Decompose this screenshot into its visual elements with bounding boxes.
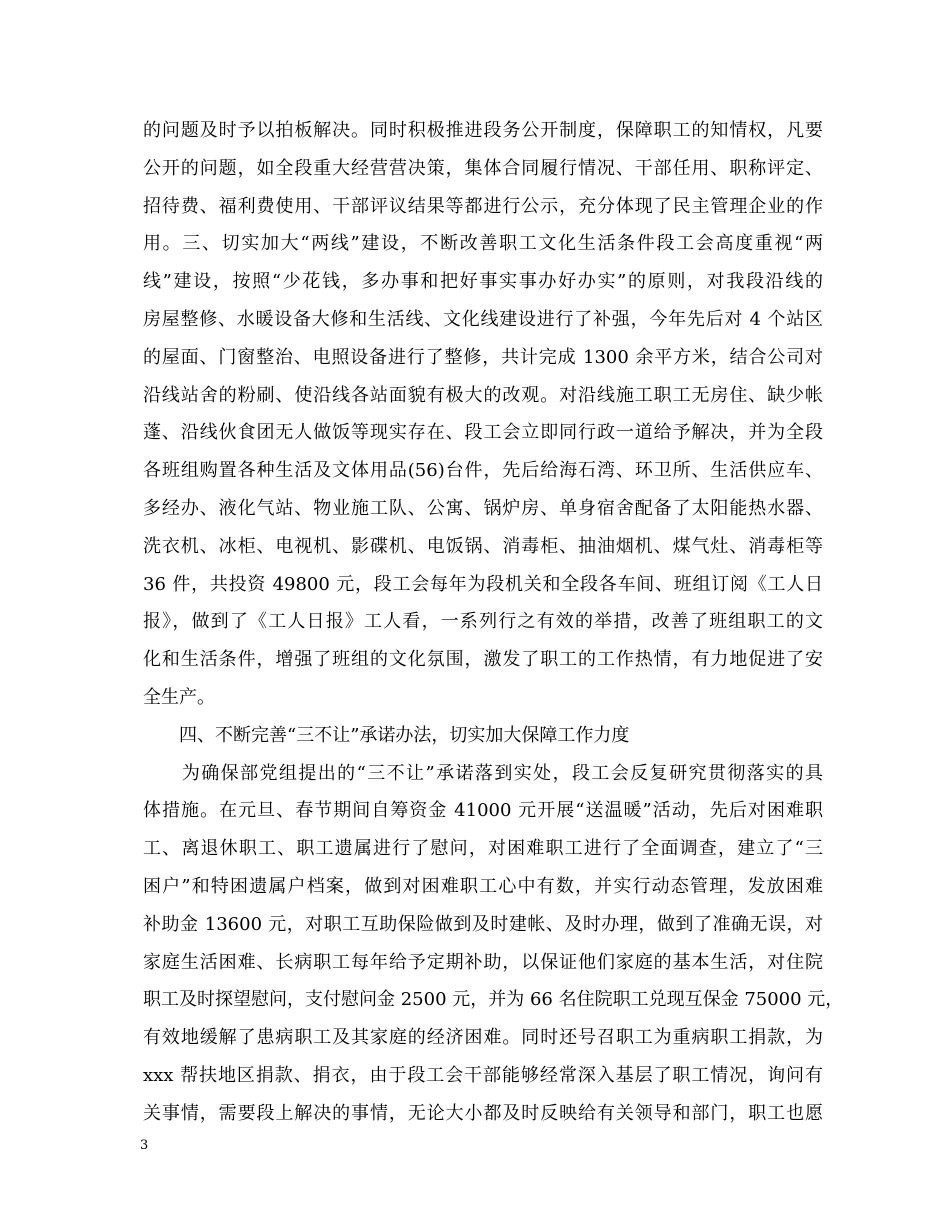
text-line: 职工及时探望慰问，支付慰问金 2500 元，并为 66 名住院职工兑现互保金 75000 元，: [143, 989, 844, 1011]
text-line: 工、离退休职工、职工遗属进行了慰问，对困难职工进行了全面调查，建立了“三: [143, 838, 823, 860]
text-line: 招待费、福利费使用、干部评议结果等都进行公示，充分体现了民主管理企业的作: [143, 195, 823, 217]
text-line: 用。三、切实加大“两线”建设，不断改善职工文化生活条件段工会高度重视“两: [143, 233, 823, 255]
text-line: 沿线站舍的粉刷、使沿线各站面貌有极大的改观。对沿线施工职工无房住、缺少帐: [143, 384, 823, 406]
section-heading: 四、不断完善“三不让”承诺办法，切实加大保障工作力度: [143, 724, 630, 746]
text-line: 有效地缓解了患病职工及其家庭的经济困难。同时还号召职工为重病职工捐款，为: [143, 1027, 823, 1049]
text-line: 36 件，共投资 49800 元，段工会每年为段机关和全段各车间、班组订阅《工人日: [143, 573, 823, 595]
text-line: 蓬、沿线伙食团无人做饭等现实存在、段工会立即同行政一道给予解决，并为全段: [143, 422, 823, 444]
text-line: 家庭生活困难、长病职工每年给予定期补助，以保证他们家庭的基本生活，对住院: [143, 951, 823, 973]
text-line: 关事情，需要段上解决的事情，无论大小都及时反映给有关领导和部门，职工也愿: [143, 1102, 823, 1124]
text-line: 报》，做到了《工人日报》工人看，一系列行之有效的举措，改善了班组职工的文: [143, 611, 823, 633]
text-line: xxx 帮扶地区捐款、捐衣，由于段工会干部能够经常深入基层了职工情况，询问有: [143, 1064, 823, 1086]
text-line: 补助金 13600 元，对职工互助保险做到及时建帐、及时办理，做到了准确无误，对: [143, 913, 823, 935]
text-line: 多经办、液化气站、物业施工队、公寓、锅炉房、单身宿舍配备了太阳能热水器、: [143, 497, 823, 519]
text-line: 的屋面、门窗整治、电照设备进行了整修，共计完成 1300 余平方米，结合公司对: [143, 346, 823, 368]
text-line: 房屋整修、水暖设备大修和生活线、文化线建设进行了补强，今年先后对 4 个站区: [143, 308, 823, 330]
text-line: 化和生活条件，增强了班组的文化氛围，激发了职工的工作热情，有力地促进了安: [143, 649, 823, 671]
text-line: 全生产。: [143, 686, 215, 708]
text-line: 困户”和特困遗属户档案，做到对困难职工心中有数，并实行动态管理，发放困难: [143, 875, 823, 897]
text-line: 洗衣机、冰柜、电视机、影碟机、电饭锅、消毒柜、抽油烟机、煤气灶、消毒柜等: [143, 535, 823, 557]
text-line: 的问题及时予以拍板解决。同时积极推进段务公开制度，保障职工的知情权，凡要: [143, 120, 823, 141]
text-line: 各班组购置各种生活及文体用品(56)台件，先后给海石湾、环卫所、生活供应车、: [143, 460, 823, 482]
text-line: 为确保部党组提出的“三不让”承诺落到实处，段工会反复研究贯彻落实的具: [143, 762, 823, 784]
text-line: 公开的问题，如全段重大经营营决策，集体合同履行情况、干部任用、职称评定、: [143, 157, 823, 179]
page-number: 3: [140, 1138, 149, 1153]
text-line: 线”建设，按照“少花钱，多办事和把好事实事办好办实”的原则，对我段沿线的: [143, 271, 823, 293]
text-line: 体措施。在元旦、春节期间自筹资金 41000 元开展“送温暖”活动，先后对困难职: [143, 800, 823, 822]
body-text: [143, 112, 844, 1133]
